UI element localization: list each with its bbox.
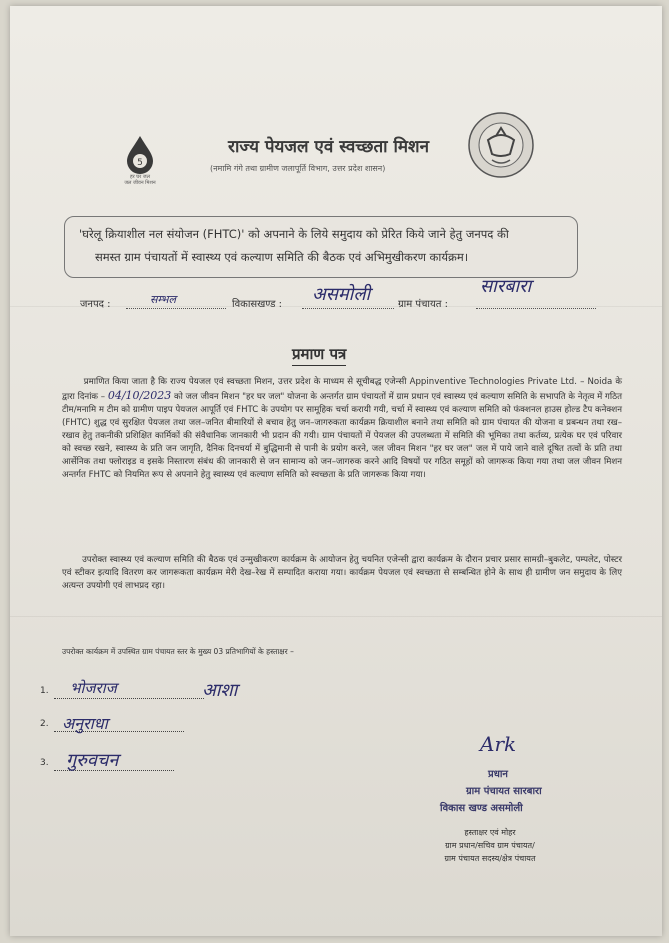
signature-3-name: गुरुवचन: [66, 750, 119, 771]
jal-jeevan-mission-logo: [110, 134, 170, 186]
signature-2-number: 2.: [40, 719, 49, 729]
emblem-icon: [466, 110, 536, 180]
footer-line-2: ग्राम प्रधान/सचिव ग्राम पंचायत/: [445, 841, 535, 850]
water-drop-icon: [123, 134, 157, 174]
footer-line-1: हस्ताक्षर एवं मोहर: [464, 828, 516, 837]
stamp-line-1: प्रधान: [488, 769, 508, 780]
signature-1-extra: आशा: [202, 680, 238, 701]
certificate-title: प्रमाण पत्र: [292, 344, 346, 366]
page-subtitle: (नमामि गंगे तथा ग्रामीण जलापूर्ति विभाग, उत्तर प्रदेश शासन): [210, 164, 386, 173]
signature-1-number: 1.: [40, 686, 49, 696]
panchayat-line: [476, 308, 596, 309]
para2-text: उपरोक्त स्वास्थ्य एवं कल्याण समिति की बैठक एवं उन्मुखीकरण कार्यक्रम के आयोजन हेतु चयनित एजेन्सी द्वारा कार्यक्रम के दौरान प्रचार प्रसार सामग्री–बुकलेट, पम्पलेट, पोस्टर एवं स्टीकर इत्यादि वितरण कर जागरूकता कार्यक्रम मेरी देख–रेख में सम्पादित कराया गया। कार्यक्रम पेयजल एवं स्वच्छता से सम्बन्धित होने के साथ ही ग्रामीण जन समुदाय के लिए अत्यन्त उपयोगी एवं लाभप्रद रहा।: [62, 555, 622, 591]
logo-caption-1: हर घर जल: [130, 174, 150, 180]
up-government-emblem: [466, 110, 536, 184]
signature-intro: उपरोक्त कार्यक्रम में उपस्थित ग्राम पंचायत स्तर के मुख्य 03 प्रतिभागियों के हस्ताक्षर –: [62, 647, 294, 656]
para1-prefix: प्रमाणित किया जाता है कि राज्य पेयजल एवं स्वच्छता मिशन, उत्तर प्रदेश के माध्यम से सूचीबद्ध एजेन्सी Appinventive Technologies Private Ltd. – Noida के द्वारा दिनांक –: [62, 377, 623, 402]
signature-3-number: 3.: [40, 758, 49, 768]
district-value: सम्भल: [150, 293, 176, 306]
block-label: विकासखण्ड :: [232, 299, 283, 310]
panchayat-label: ग्राम पंचायत :: [398, 299, 449, 310]
page-title: राज्य पेयजल एवं स्वच्छता मिशन: [228, 137, 430, 157]
document-page: [10, 6, 662, 936]
district-line: [126, 308, 226, 309]
certificate-paragraph-2: [62, 554, 622, 593]
block-value: असमोली: [312, 284, 371, 305]
pradhan-signature: Ark: [480, 732, 517, 756]
panchayat-value: सारबारा: [480, 276, 532, 297]
para1-suffix: को जल जीवन मिशन "हर घर जल" योजना के अन्तर्गत ग्राम पंचायतों में ग्राम प्रधान एवं स्वास्थ्य एवं कल्याण समिति के सभापति के नेतृत्व में गठित टीम/मनामि म टीम को ग्रामीण पाइप पेयजल आपूर्ति एवं FHTC के उपयोग पर सामूहिक चर्चा करायी गयी, चर्चा में स्वास्थ्य एवं कल्याण समिति को फंक्शनल हाउस होल्ड टैप कनेक्शन (FHTC) शुद्ध एवं सुरक्षित पेयजल तथा जल–जनित बीमारियों से बचाव हेतु जन–जागरुकता कार्यक्रम क्रियाशील बनाने तथा समिति को ग्राम पंचायत की योजना व प्रबन्धन तथा रख–रखाव हेतु तकनीकी प्रशिक्षित कार्मिकों की संवैधानिक जानकारी भी प्रदान की गयी। ग्राम पंचायतों में पेयजल की उपलब्धता में समिति की भूमिका तथा कर्तव्य, प्रत्येक घर एवं परिवार को स्वच्छ रखने, स्वास्थ्य के प्रति जन जागृति, दैनिक दिनचर्या में बुद्धिमानी से पानी के प्रयोग करने, जल जीवन मिशन "हर घर जल" जल में पाये जाने वाले दूषित तत्वों के प्रति तथा आर्सेनिक तथा फ्लोराइड व इसके निस्तारण संबंध की जानकारी से जन सामान्य को जन–जागरुक करने आदि विषयों पर गठित समूहों को जागरूक किया गया तथा जल जीवन मिशन अन्तर्गत FHTC को नियमित रूप से अपनाने हेतु स्वास्थ्य एवं कल्याण समिति को स्वच्छता के प्रति जागरूक किया गया।: [62, 392, 623, 480]
stamp-line-2: ग्राम पंचायत सारबारा: [466, 786, 542, 797]
banner-line-2: समस्त ग्राम पंचायतों में स्वास्थ्य एवं कल्याण समिति की बैठक एवं अभिमुखीकरण कार्यक्रम।: [95, 250, 469, 264]
signature-footer: [390, 826, 590, 865]
stamp-line-3: विकास खण्ड असमोली: [440, 803, 523, 814]
signature-1-name: भोजराज: [70, 679, 117, 697]
signature-1-line: [54, 698, 204, 699]
certificate-paragraph-1: [62, 376, 622, 482]
signature-2-name: अनुराधा: [62, 714, 108, 733]
program-banner: [64, 216, 578, 278]
program-date: 04/10/2023: [107, 389, 172, 402]
banner-line-1: 'घरेलू क्रियाशील नल संयोजन (FHTC)' को अपनाने के लिये समुदाय को प्रेरित किये जाने हेतु जनपद की: [79, 227, 509, 241]
block-line: [302, 308, 394, 309]
svg-text:5: 5: [137, 158, 143, 168]
district-label: जनपद :: [80, 299, 111, 310]
footer-line-3: ग्राम पंचायत सदस्य/क्षेत्र पंचायत: [444, 854, 536, 863]
logo-caption-2: जल जीवन मिशन: [124, 180, 156, 186]
